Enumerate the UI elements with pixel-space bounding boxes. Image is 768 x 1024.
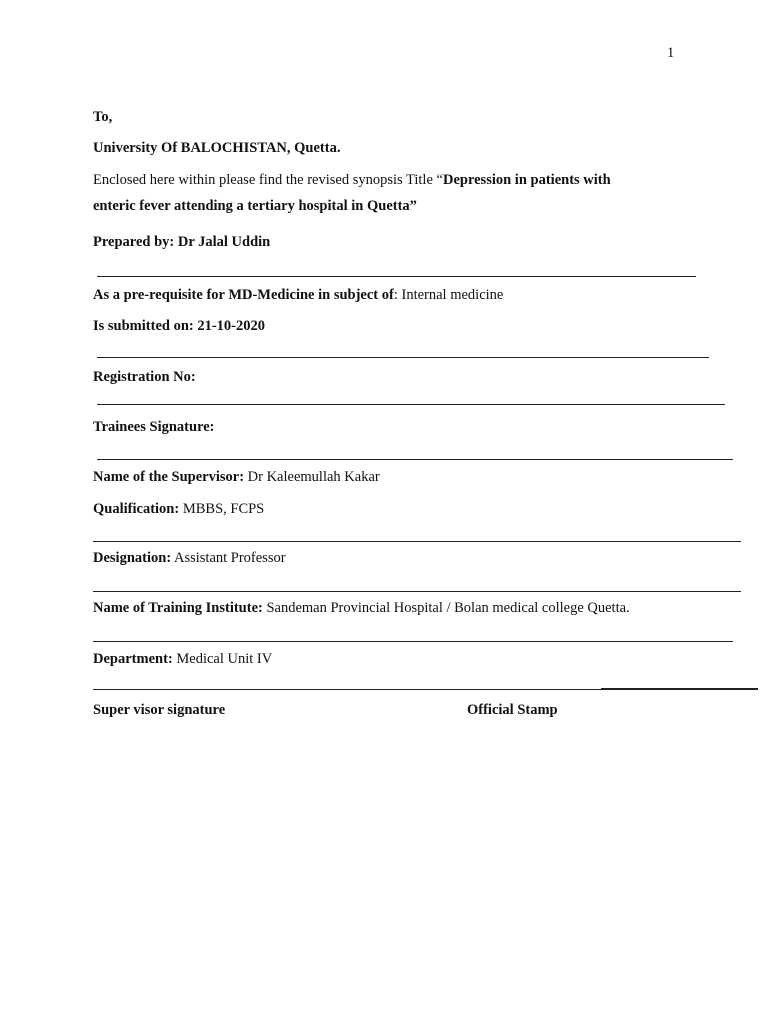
- official-stamp-label: Official Stamp: [467, 702, 558, 718]
- department-value: Medical Unit IV: [172, 651, 273, 667]
- designation-label: Designation:: [93, 550, 172, 566]
- divider: [601, 688, 758, 690]
- qualification-value: MBBS, FCPS: [179, 501, 265, 517]
- department-line: [93, 650, 272, 668]
- divider: [93, 641, 733, 642]
- salutation: To,: [93, 109, 113, 125]
- supervisor-line: [93, 468, 380, 486]
- prerequisite-value: : Internal medicine: [393, 287, 504, 303]
- institute-label: Name of Training Institute:: [93, 600, 263, 616]
- page-number: 1: [667, 45, 675, 61]
- divider: [97, 357, 709, 358]
- designation-value: Assistant Professor: [171, 550, 286, 566]
- submitted-on: Is submitted on: 21-10-2020: [93, 318, 265, 334]
- divider: [97, 404, 725, 405]
- qualification-line: [93, 500, 264, 518]
- synopsis-title-part-2: enteric fever attending a tertiary hospital in Quetta”: [93, 198, 417, 214]
- divider: [97, 459, 733, 460]
- enclosure-line-1: [93, 171, 611, 189]
- university-name: University Of BALOCHISTAN, Quetta.: [93, 140, 341, 156]
- registration-no: Registration No:: [93, 369, 196, 385]
- qualification-label: Qualification:: [93, 501, 180, 517]
- prerequisite-line: [93, 286, 503, 304]
- institute-value: Sandeman Provincial Hospital / Bolan medical college Quetta.: [262, 600, 630, 616]
- supervisor-signature-label: Super visor signature: [93, 702, 226, 718]
- supervisor-value: Dr Kaleemullah Kakar: [244, 469, 380, 485]
- enclosure-intro: Enclosed here within please find the revised synopsis Title “: [93, 172, 443, 188]
- department-label: Department:: [93, 651, 173, 667]
- trainee-signature: Trainees Signature:: [93, 419, 215, 435]
- divider: [93, 689, 601, 690]
- divider: [93, 591, 741, 592]
- institute-line: [93, 599, 630, 617]
- divider: [97, 276, 696, 277]
- prerequisite-label: As a pre-requisite for MD-Medicine in subject of: [93, 287, 394, 303]
- synopsis-title-part-1: Depression in patients with: [442, 172, 611, 188]
- supervisor-label: Name of the Supervisor:: [93, 469, 245, 485]
- designation-line: [93, 549, 286, 567]
- divider: [93, 541, 741, 542]
- prepared-by: Prepared by: Dr Jalal Uddin: [93, 234, 271, 250]
